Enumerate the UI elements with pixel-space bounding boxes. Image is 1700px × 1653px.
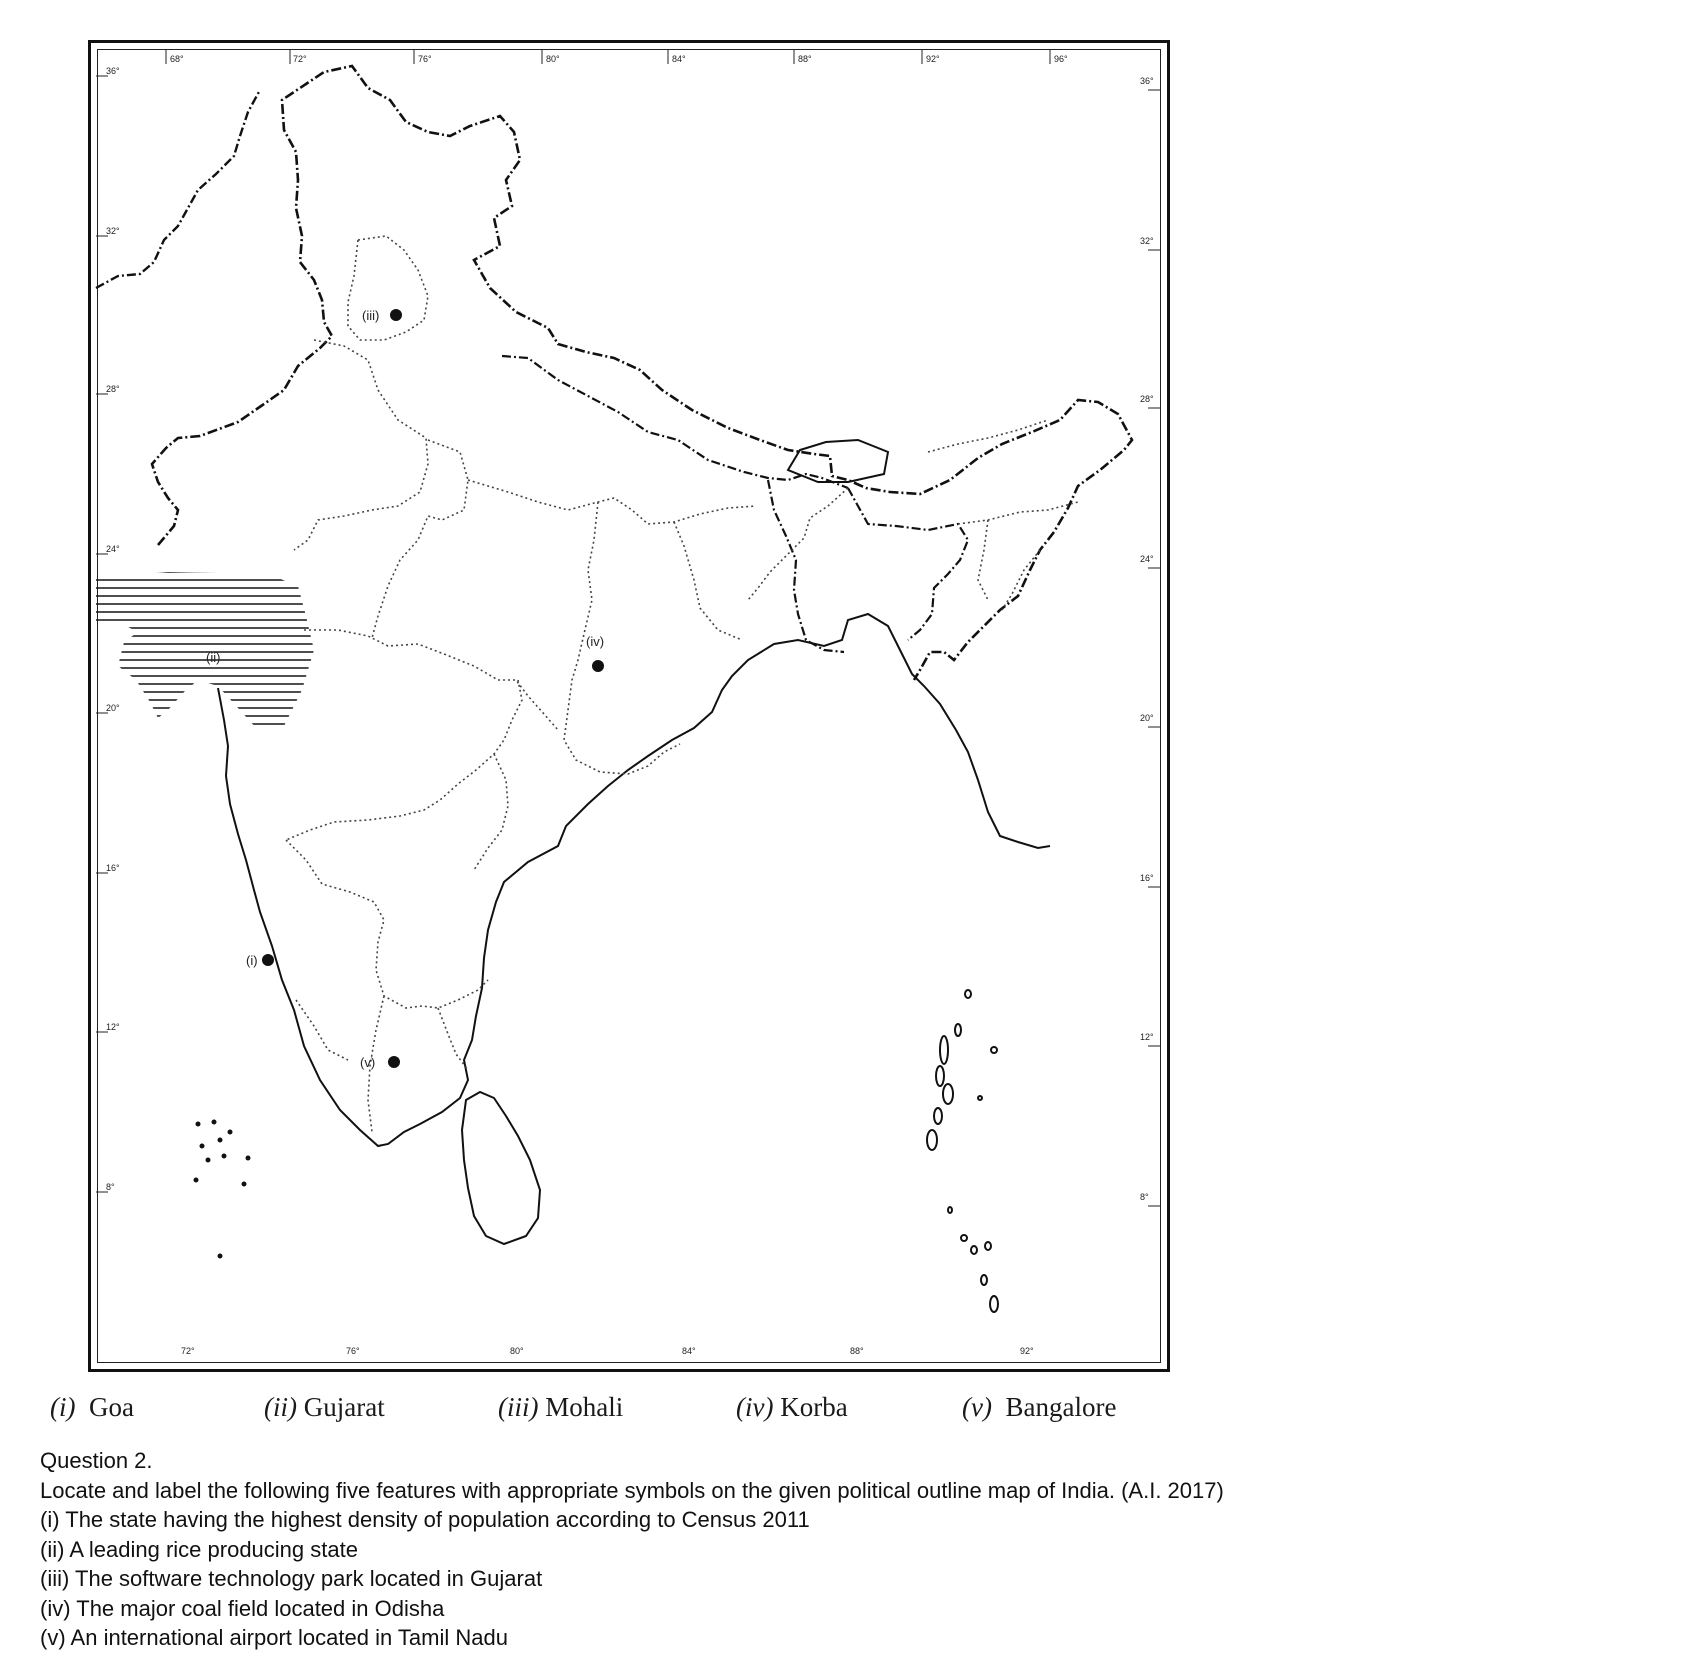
india-coastline xyxy=(218,614,1050,1146)
lat-label-left: 36° xyxy=(106,66,120,76)
lat-label-right: 12° xyxy=(1140,1032,1154,1042)
question-heading: Question 2. xyxy=(40,1448,153,1473)
lon-label-bottom: 88° xyxy=(850,1346,864,1356)
legend-item xyxy=(50,1392,134,1423)
lat-label-left: 32° xyxy=(106,226,120,236)
marker-ii-label: (ii) xyxy=(206,650,221,665)
lat-label-left: 12° xyxy=(106,1022,120,1032)
lon-label-bottom: 92° xyxy=(1020,1346,1034,1356)
lat-label-right: 28° xyxy=(1140,394,1154,404)
lon-label-top: 92° xyxy=(926,54,940,64)
lat-label-right: 20° xyxy=(1140,713,1154,723)
lat-label-right: 24° xyxy=(1140,554,1154,564)
legend-name: Gujarat xyxy=(303,1392,385,1422)
marker-v-label: (v) xyxy=(360,1055,376,1070)
lakshadweep-islands xyxy=(194,1120,251,1259)
marker-v xyxy=(360,1055,400,1070)
marker-iii-label: (iii) xyxy=(362,308,380,323)
lat-label-right: 32° xyxy=(1140,236,1154,246)
lat-label-left: 28° xyxy=(106,384,120,394)
legend-name: Bangalore xyxy=(1005,1392,1117,1422)
marker-ii xyxy=(206,650,220,665)
lon-label-bottom: 72° xyxy=(181,1346,195,1356)
legend-num: (iv) xyxy=(736,1392,774,1422)
marker-i xyxy=(246,953,274,968)
lon-label-bottom: 80° xyxy=(510,1346,524,1356)
latitude-labels-right xyxy=(1140,76,1154,1202)
longitude-labels-bottom xyxy=(181,1346,1034,1356)
legend-num: (iii) xyxy=(498,1392,539,1422)
state-boundaries xyxy=(286,236,1078,1132)
india-political-outline-map xyxy=(88,40,1170,1372)
legend-item xyxy=(498,1392,623,1423)
lon-label-top: 72° xyxy=(293,54,307,64)
marker-iii xyxy=(362,308,402,323)
legend-name: Korba xyxy=(780,1392,848,1422)
legend-num: (v) xyxy=(962,1392,992,1422)
lat-label-right: 16° xyxy=(1140,873,1154,883)
india-national-boundary xyxy=(152,66,1132,680)
lon-label-top: 80° xyxy=(546,54,560,64)
legend-item xyxy=(736,1392,848,1423)
legend-name: Mohali xyxy=(545,1392,624,1422)
western-border-pakistan xyxy=(96,90,260,288)
legend-item xyxy=(264,1392,385,1423)
legend-item xyxy=(962,1392,1116,1423)
lon-label-bottom: 76° xyxy=(346,1346,360,1356)
question-item: (ii) A leading rice producing state xyxy=(40,1536,358,1562)
lon-label-top: 68° xyxy=(170,54,184,64)
lat-label-left: 24° xyxy=(106,544,120,554)
question-item: (i) The state having the highest density of population according to Census 2011 xyxy=(40,1507,810,1532)
lon-label-top: 84° xyxy=(672,54,686,64)
gujarat-hatched-region xyxy=(96,572,314,730)
marker-v-dot xyxy=(388,1056,400,1068)
lat-label-right: 8° xyxy=(1140,1192,1149,1202)
bhutan-outline xyxy=(788,440,888,482)
lon-label-top: 96° xyxy=(1054,54,1068,64)
answer-legend xyxy=(50,1392,1150,1432)
marker-i-dot xyxy=(262,954,274,966)
marker-iii-dot xyxy=(390,309,402,321)
lat-label-left: 20° xyxy=(106,703,120,713)
nepal-bangladesh-boundary xyxy=(502,356,968,652)
question-instruction: Locate and label the following five features with appropriate symbols on the given political outline map of India. (A.I. 2017) xyxy=(40,1477,1224,1503)
latitude-labels-left xyxy=(106,66,120,1192)
question-item: (iii) The software technology park located in Gujarat xyxy=(40,1566,543,1591)
legend-num: (i) xyxy=(50,1392,76,1422)
question-block xyxy=(40,1446,1224,1653)
lon-label-bottom: 84° xyxy=(682,1346,696,1356)
legend-name: Goa xyxy=(88,1392,134,1422)
marker-iv xyxy=(586,634,604,672)
lon-label-top: 88° xyxy=(798,54,812,64)
lat-label-right: 36° xyxy=(1140,76,1154,86)
longitude-labels-top xyxy=(170,54,1068,64)
lon-label-top: 76° xyxy=(418,54,432,64)
legend-num: (ii) xyxy=(264,1392,297,1422)
marker-i-label: (i) xyxy=(246,953,258,968)
sri-lanka-outline xyxy=(462,1092,540,1244)
lat-label-left: 16° xyxy=(106,863,120,873)
lat-label-left: 8° xyxy=(106,1182,115,1192)
marker-iv-dot xyxy=(592,660,604,672)
marker-iv-label: (iv) xyxy=(586,634,605,649)
andaman-nicobar-islands xyxy=(927,990,998,1312)
question-item: (v) An international airport located in Tamil Nadu xyxy=(40,1625,508,1650)
question-item: (iv) The major coal field located in Odisha xyxy=(40,1595,445,1621)
